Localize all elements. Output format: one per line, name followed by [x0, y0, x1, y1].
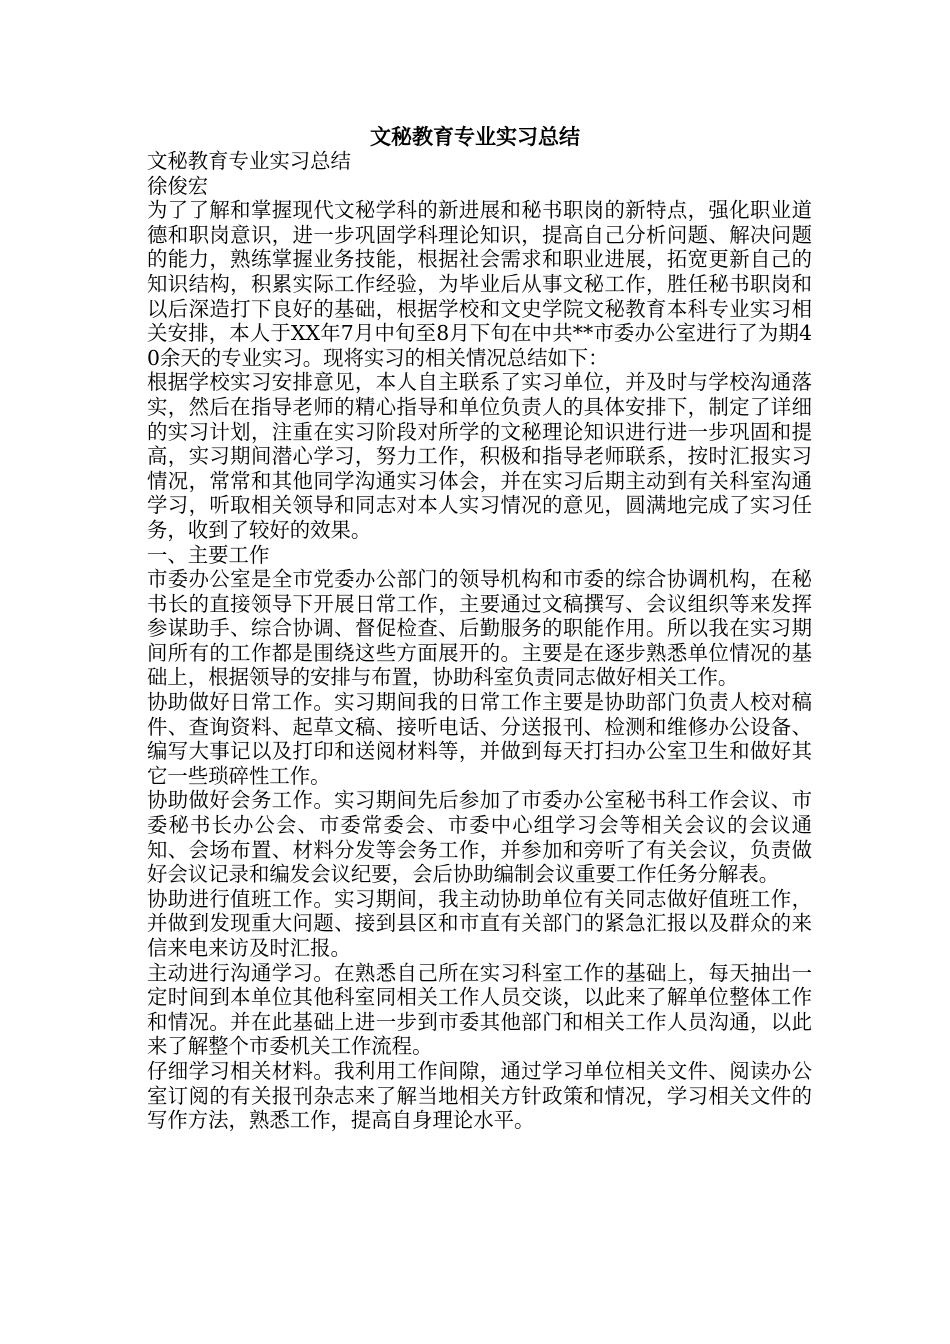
document-title: 文秘教育专业实习总结: [370, 124, 580, 149]
paragraph-duty-work: 协助进行值班工作。实习期间，我主动协助单位有关同志做好值班工作，并做到发现重大问题、接到县区和市直有关部门的紧急汇报以及群众的来信来电来访及时汇报。: [147, 886, 812, 960]
paragraph-arrangement: 根据学校实习安排意见，本人自主联系了实习单位，并及时与学校沟通落实，然后在指导老师的精心指导和单位负责人的具体安排下，制定了详细的实习计划，注重在实习阶段对所学的文秘理论知识进行进一步巩固和提高，实习期间潜心学习，努力工作，积极和指导老师联系，按时汇报实习情况，常常和其他同学沟通实习体会，并在实习后期主动到有关科室沟通学习，听取相关领导和同志对本人实习情况的意见，圆满地完成了实习任务，收到了较好的效果。: [147, 370, 812, 542]
section-heading-main-work: 一、主要工作: [147, 542, 270, 567]
paragraph-communication: 主动进行沟通学习。在熟悉自己所在实习科室工作的基础上，每天抽出一定时间到本单位其他科室同相关工作人员交谈，以此来了解单位整体工作和情况。并在此基础上进一步到市委其他部门和相关工作人员沟通，以此来了解整个市委机关工作流程。: [147, 960, 812, 1059]
document-author: 徐俊宏: [147, 173, 209, 198]
document-body: [147, 149, 812, 1133]
paragraph-intro: 为了了解和掌握现代文秘学科的新进展和秘书职岗的新特点，强化职业道德和职岗意识，进一步巩固学科理论知识，提高自己分析问题、解决问题的能力，熟练掌握业务技能，根据社会需求和职业进展，拓宽更新自己的知识结构，积累实际工作经验，为毕业后从事文秘工作，胜任秘书职岗和以后深造打下良好的基础，根据学校和文史学院文秘教育本科专业实习相关安排，本人于XX年7月中旬至8月下旬在中共**市委办公室进行了为期40余天的专业实习。现将实习的相关情况总结如下：: [147, 198, 812, 370]
document-subtitle: 文秘教育专业实习总结: [147, 149, 351, 173]
paragraph-daily-work: 协助做好日常工作。实习期间我的日常工作主要是协助部门负责人校对稿件、查询资料、起草文稿、接听电话、分送报刊、检测和维修办公设备、编写大事记以及打印和送阅材料等，并做到每天打扫办公室卫生和做好其它一些琐碎性工作。: [147, 690, 812, 788]
paragraph-office-overview: 市委办公室是全市党委办公部门的领导机构和市委的综合协调机构，在秘书长的直接领导下开展日常工作，主要通过文稿撰写、会议组织等来发挥参谋助手、综合协调、督促检查、后勤服务的职能作用。所以我在实习期间所有的工作都是围绕这些方面展开的。主要是在逐步熟悉单位情况的基础上，根据领导的安排与布置，协助科室负责同志做好相关工作。: [147, 567, 812, 690]
paragraph-study-materials: 仔细学习相关材料。我利用工作间隙，通过学习单位相关文件、阅读办公室订阅的有关报刊杂志来了解当地相关方针政策和情况，学习相关文件的写作方法，熟悉工作，提高自身理论水平。: [147, 1058, 812, 1133]
paragraph-meeting-work: 协助做好会务工作。实习期间先后参加了市委办公室秘书科工作会议、市委秘书长办公会、市委常委会、市委中心组学习会等相关会议的会议通知、会场布置、材料分发等会务工作，并参加和旁听了有关会议，负责做好会议记录和编发会议纪要，会后协助编制会议重要工作任务分解表。: [147, 788, 812, 887]
